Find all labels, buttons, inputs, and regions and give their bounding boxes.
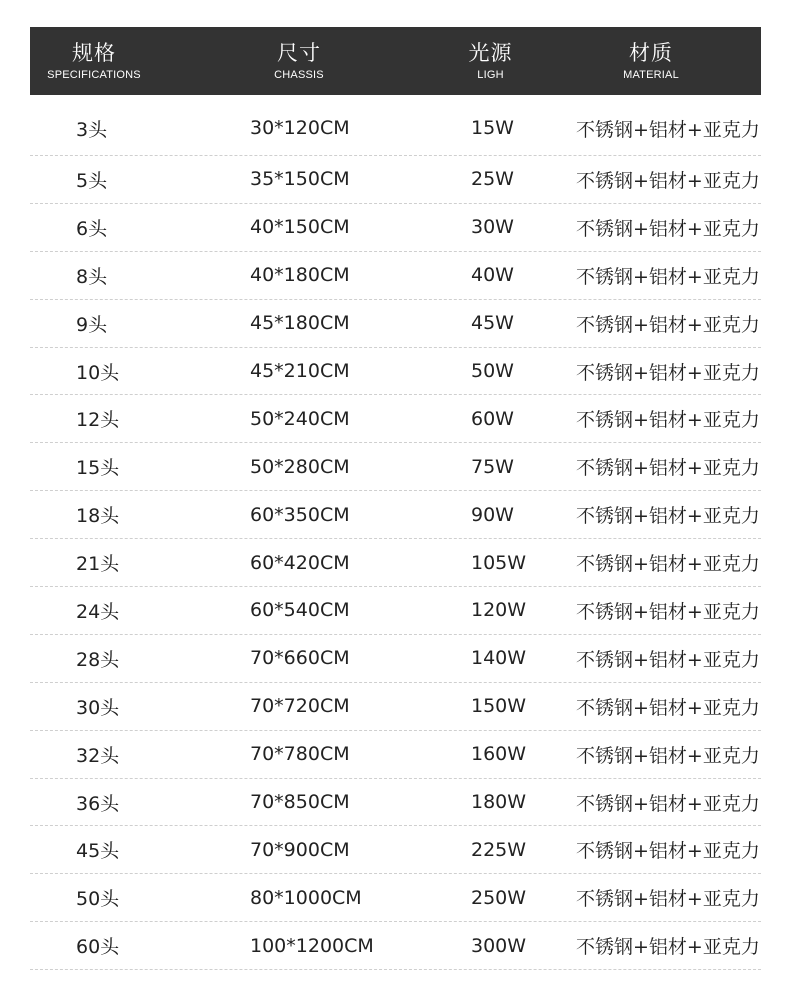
table-row: [30, 779, 761, 827]
light-cell: 50W: [471, 360, 514, 382]
chassis-cell: 50*240CM: [250, 407, 350, 430]
spec-cell: 30头: [76, 696, 120, 719]
light-cell: 120W: [471, 599, 527, 622]
light-cell: 150W: [471, 695, 527, 718]
chassis-cell: 30*120CM: [250, 117, 350, 139]
spec-cell: 9头: [76, 313, 108, 336]
table-row: [30, 635, 761, 683]
table-row: [30, 348, 761, 396]
light-cell: 160W: [471, 743, 527, 766]
spec-cell: 45头: [76, 840, 120, 863]
table-row: [30, 922, 761, 970]
light-cell: 250W: [471, 886, 527, 909]
spec-cell: 60头: [76, 936, 120, 959]
chassis-cell: 60*350CM: [250, 503, 350, 526]
material-cell: 不锈钢+铝材+亚克力: [576, 553, 760, 576]
chassis-cell: 70*780CM: [250, 743, 350, 766]
table-row: [30, 443, 761, 491]
light-cell: 180W: [471, 791, 527, 814]
material-cell: 不锈钢+铝材+亚克力: [576, 361, 760, 384]
chassis-cell: 60*420CM: [250, 551, 350, 574]
table-row: [30, 587, 761, 635]
table-row: [30, 683, 761, 731]
light-cell: 90W: [471, 503, 514, 526]
spec-cell: 10头: [76, 361, 120, 384]
chassis-cell: 40*180CM: [250, 264, 350, 287]
light-cell: 30W: [471, 216, 514, 239]
material-cell: 不锈钢+铝材+亚克力: [576, 505, 760, 528]
table-row: [30, 95, 761, 156]
header-specifications: [30, 27, 158, 95]
spec-cell: 36头: [76, 792, 120, 815]
spec-cell: 5头: [76, 169, 108, 192]
spec-cell: 8头: [76, 265, 108, 288]
table-row: [30, 731, 761, 779]
material-cell: 不锈钢+铝材+亚克力: [576, 313, 760, 336]
table-row: [30, 826, 761, 874]
chassis-cell: 45*210CM: [250, 360, 350, 382]
material-cell: 不锈钢+铝材+亚克力: [576, 409, 760, 432]
header-zh-label: 光源: [468, 41, 513, 65]
header-en-label: MATERIAL: [623, 69, 679, 81]
light-cell: 60W: [471, 407, 514, 430]
light-cell: 225W: [471, 838, 527, 861]
header-zh-label: 尺寸: [277, 41, 321, 65]
light-cell: 300W: [471, 934, 527, 957]
table-row: [30, 252, 761, 300]
light-cell: 105W: [471, 551, 527, 574]
table-header: [30, 27, 761, 95]
chassis-cell: 70*660CM: [250, 647, 350, 670]
spec-cell: 21头: [76, 553, 120, 576]
material-cell: 不锈钢+铝材+亚克力: [576, 696, 760, 719]
chassis-cell: 35*150CM: [250, 168, 350, 191]
material-cell: 不锈钢+铝材+亚克力: [576, 169, 760, 192]
chassis-cell: 45*180CM: [250, 312, 350, 335]
light-cell: 140W: [471, 647, 527, 670]
spec-cell: 32头: [76, 744, 120, 767]
header-zh-label: 材质: [629, 41, 673, 65]
chassis-cell: 40*150CM: [250, 216, 350, 239]
spec-cell: 18头: [76, 505, 120, 528]
table-row: [30, 204, 761, 252]
light-cell: 75W: [471, 455, 514, 478]
header-material: [541, 27, 761, 95]
chassis-cell: 70*850CM: [250, 791, 350, 814]
spec-cell: 24头: [76, 600, 120, 623]
light-cell: 45W: [471, 312, 514, 335]
chassis-cell: 100*1200CM: [250, 934, 374, 957]
chassis-cell: 70*720CM: [250, 695, 350, 718]
material-cell: 不锈钢+铝材+亚克力: [576, 457, 760, 480]
light-cell: 25W: [471, 168, 514, 191]
material-cell: 不锈钢+铝材+亚克力: [576, 648, 760, 671]
table-row: [30, 300, 761, 348]
chassis-cell: 50*280CM: [250, 455, 350, 478]
table-row: [30, 395, 761, 443]
chassis-cell: 70*900CM: [250, 838, 350, 861]
light-cell: 15W: [471, 117, 514, 139]
table-row: [30, 874, 761, 922]
table-row: [30, 156, 761, 204]
spec-cell: 6头: [76, 217, 108, 240]
spec-table: [30, 27, 761, 970]
spec-cell: 15头: [76, 457, 120, 480]
spec-cell: 28头: [76, 648, 120, 671]
material-cell: 不锈钢+铝材+亚克力: [576, 217, 760, 240]
header-chassis: [158, 27, 440, 95]
material-cell: 不锈钢+铝材+亚克力: [576, 265, 760, 288]
light-cell: 40W: [471, 264, 514, 287]
material-cell: 不锈钢+铝材+亚克力: [576, 744, 760, 767]
header-zh-label: 规格: [72, 41, 116, 65]
header-en-label: SPECIFICATIONS: [47, 69, 141, 81]
table-body: [30, 95, 761, 970]
material-cell: 不锈钢+铝材+亚克力: [576, 888, 760, 911]
header-light: [440, 27, 541, 95]
table-row: [30, 491, 761, 539]
chassis-cell: 60*540CM: [250, 599, 350, 622]
spec-cell: 3头: [76, 118, 108, 141]
material-cell: 不锈钢+铝材+亚克力: [576, 936, 760, 959]
chassis-cell: 80*1000CM: [250, 886, 362, 909]
material-cell: 不锈钢+铝材+亚克力: [576, 840, 760, 863]
material-cell: 不锈钢+铝材+亚克力: [576, 792, 760, 815]
header-en-label: LIGH: [477, 69, 504, 81]
header-en-label: CHASSIS: [274, 69, 324, 81]
spec-cell: 50头: [76, 888, 120, 911]
material-cell: 不锈钢+铝材+亚克力: [576, 600, 760, 623]
table-row: [30, 539, 761, 587]
spec-cell: 12头: [76, 409, 120, 432]
material-cell: 不锈钢+铝材+亚克力: [576, 118, 760, 141]
